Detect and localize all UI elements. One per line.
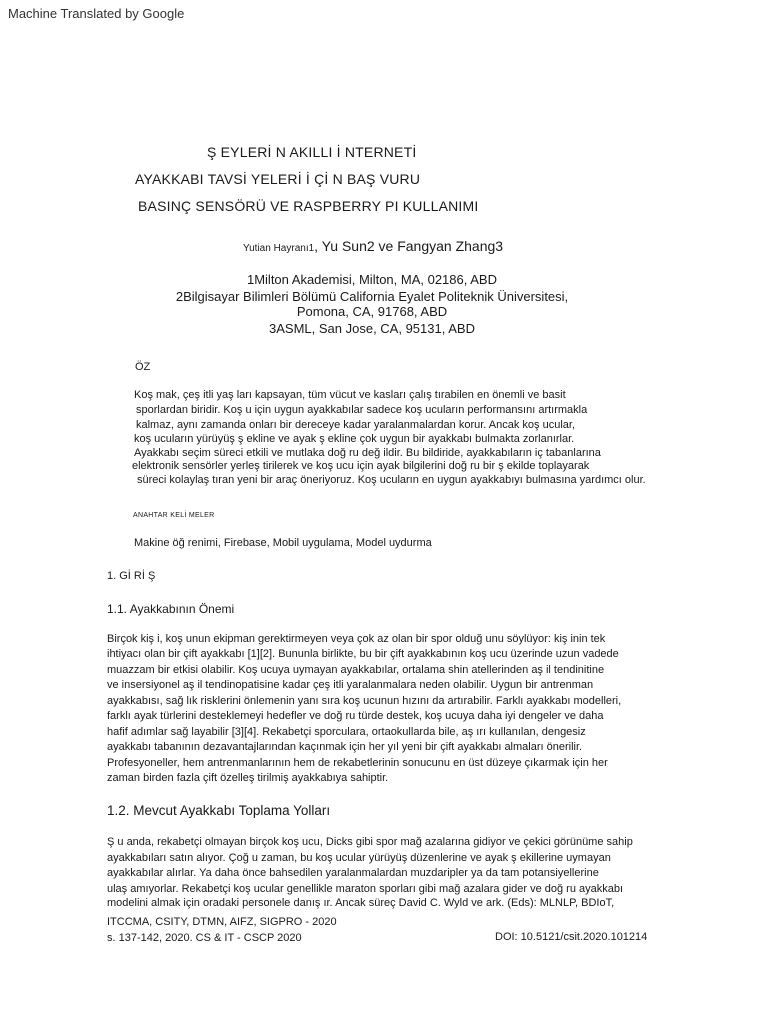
title-line-2: AYAKKABI TAVSİ YELERİ İ Çİ N BAŞ VURU [135, 171, 421, 187]
paragraph-line: ulaş amıyorlar. Rekabetçi koş ucular genellikle maraton sporları gibi mağ azalara gider ve doğ ru ayakkabı [107, 883, 624, 895]
affiliation-4: 3ASML, San Jose, CA, 95131, ABD [269, 321, 475, 336]
paragraph-line: ayakkabı tabanının dezavantajlarından kaçınmak için her yıl yeni bir çift ayakkabı almaları önerilir. [107, 741, 583, 753]
section-heading-intro: 1. Gİ Rİ Ş [107, 570, 156, 582]
translation-banner: Machine Translated by Google [8, 6, 185, 21]
paragraph-line: Ş u anda, rekabetçi olmayan birçok koş ucu, Dicks gibi spor mağ azalarına gidiyor ve çekici görünüme sahip [107, 836, 633, 848]
abstract-line: kalmaz, aynı zamanda onları bir dereceye kadar yaralanmalardan korur. Ancak koş ucular, [136, 419, 576, 431]
paragraph-line: Birçok kiş i, koş unun ekipman gerektirmeyen veya çok az olan bir spor olduğ unu söylüyor: kiş inin tek [107, 633, 606, 645]
title-line-3: BASINÇ SENSÖRÜ VE RASPBERRY PI KULLANIMI [138, 198, 479, 214]
paragraph-line: hafif adımlar sağ layabilir [3][4]. Rekabetçi sporculara, ortaokullarda bile, aş ırı kullanılan, dengesiz [107, 726, 586, 738]
affiliation-2: 2Bilgisayar Bilimleri Bölümü California Eyalet Politeknik Üniversitesi, [175, 289, 569, 304]
paragraph-line: farklı ayak türlerini desteklemeyi hedefler ve doğ ru türde destek, koş ucuya daha iyi dengeler ve daha [107, 710, 604, 722]
paragraph-line: ayakkabısı, sağ lık risklerini önlemenin yanı sıra koş ucunun hızını da artırabilir. Farklı ayakkabı modelleri, [107, 695, 622, 707]
abstract-heading: ÖZ [135, 361, 151, 373]
abstract-line: koş ucuların yürüyüş ş ekline ve ayak ş ekline çok uygun bir ayakkabı bulmakta zorlanırlar. [134, 433, 575, 445]
footer-citation-line-1: ITCCMA, CSITY, DTMN, AIFZ, SIGPRO - 2020 [107, 916, 337, 928]
paragraph-line: ihtiyacı olan bir çift ayakkabı [1][2]. Bununla birlikte, bu bir çift ayakkabının koş ucu üzerinde uzun vadede [107, 648, 619, 660]
authors [243, 238, 503, 256]
paragraph-line: ayakkabıları satın alıyor. Çoğ u zaman, bu koş ucular yürüyüş düzenlerine ve ayak ş ekillerine uymayan [107, 852, 611, 864]
abstract-line: Ayakkabı seçim süreci etkili ve mutlaka doğ ru değ ildir. Bu bildiride, ayakkabıların iç tabanlarına [134, 447, 601, 459]
subsection-heading-1-1: 1.1. Ayakkabının Önemi [107, 602, 235, 616]
keywords: Makine öğ renimi, Firebase, Mobil uygulama, Model uydurma [134, 537, 432, 549]
footer-doi: DOI: 10.5121/csit.2020.101214 [495, 931, 648, 943]
abstract-line: sporlardan biridir. Koş u için uygun ayakkabılar sadece koş ucuların performansını artırmakla [136, 404, 588, 416]
keywords-heading: ANAHTAR KELİ MELER [133, 512, 215, 519]
affiliation-3: Pomona, CA, 91768, ABD [296, 304, 448, 319]
abstract-line: elektronik sensörler yerleş tirilerek ve koş ucu için ayak bilgilerini doğ ru bir ş ekilde toplayarak [132, 460, 590, 472]
abstract-line: Koş mak, çeş itli yaş ları kapsayan, tüm vücut ve kasları çalış tırabilen en önemli ve basit [134, 389, 566, 401]
paragraph-line: modelini almak için oradaki personele danış ır. Ancak süreç David C. Wyld ve ark. (Eds): MLNLP, BDIoT, [107, 897, 615, 909]
paragraph-line: muazzam bir etkisi olabilir. Koş ucuya uymayan ayakkabılar, ortalama shin atellerinden aş il tendinitine [107, 664, 605, 676]
abstract-line: süreci kolaylaş tıran yeni bir araç öneriyoruz. Koş ucuların en uygun ayakkabıyı bulmasına yardımcı olur. [137, 474, 646, 486]
subsection-heading-1-2: 1.2. Mevcut Ayakkabı Toplama Yolları [107, 803, 331, 818]
title-line-1: Ş EYLERİ N AKILLI İ NTERNETİ [207, 144, 417, 160]
paragraph-line: ayakkabılar alırlar. Ya daha önce bahsedilen yaralanmalardan muzdaripler ya da tam potansiyellerine [107, 867, 599, 879]
affiliation-1: 1Milton Akademisi, Milton, MA, 02186, ABD [246, 272, 497, 287]
author-rest: , Yu Sun2 ve Fangyan Zhang3 [314, 238, 504, 254]
paragraph-line: ve insersiyonel aş il tendinopatisine kadar çeş itli yaralanmalara neden olabilir. Uygun bir antrenman [107, 679, 594, 691]
footer-citation-line-2: s. 137-142, 2020. CS & IT - CSCP 2020 [107, 932, 302, 944]
author-first: Yutian Hayranı1 [243, 243, 315, 254]
paragraph-line: Profesyoneller, hem antrenmanlarının hem de rekabetlerinin sonucunu en üst düzeye çıkarmak için her [107, 757, 608, 769]
paragraph-line: zaman birden fazla çift özelleş tirilmiş ayakkabıya sahiptir. [107, 772, 389, 784]
